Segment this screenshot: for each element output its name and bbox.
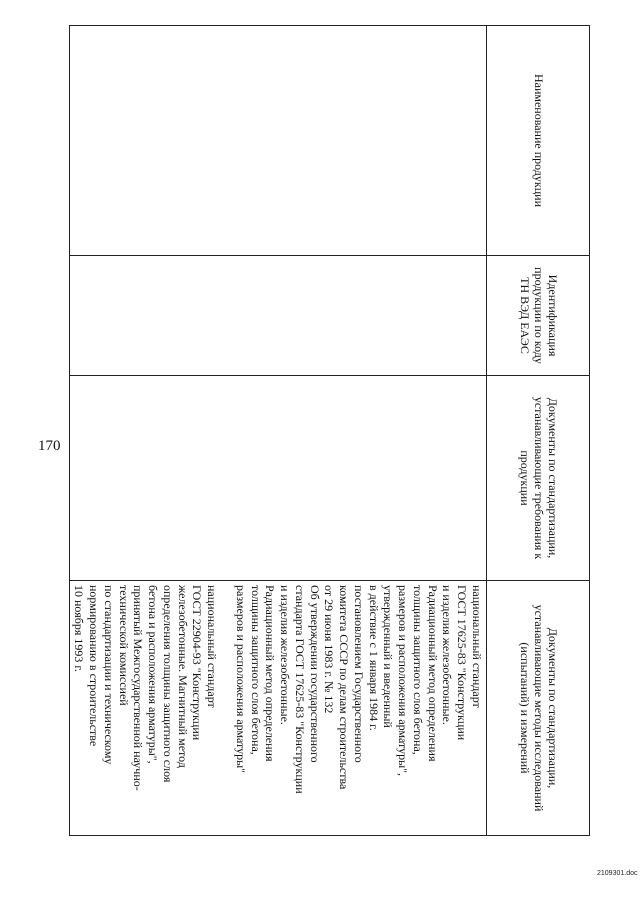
methods-doc-gost-22904-93: национальный стандарт ГОСТ 22904-93 "Конструкции железобетонные. Магнитный метод определения толщины защитного слоя бетона и расположения арматуры", принятый Межгосударственной научно- технической комиссией по стандартизации и техническому нормированию в строительстве 10 ноября 1993 г. bbox=[72, 585, 220, 791]
standards-table bbox=[69, 25, 590, 836]
table-header-row bbox=[487, 26, 590, 836]
cell-requirements-docs bbox=[69, 376, 486, 581]
header-tn-ved-code: Идентификация продукции по коду ТН ВЭД ЕАЭС bbox=[487, 256, 590, 376]
page-number: 170 bbox=[38, 438, 61, 454]
header-methods-docs: Документы по стандартизации, устанавливающие методы исследований (испытаний) и измерений bbox=[487, 581, 590, 836]
header-requirements-docs: Документы по стандартизации, устанавливающие требования к продукции bbox=[487, 376, 590, 581]
header-product-name: Наименование продукции bbox=[487, 26, 590, 256]
table-row bbox=[69, 26, 486, 836]
cell-product-name bbox=[69, 26, 486, 256]
cell-tn-ved-code bbox=[69, 256, 486, 376]
methods-doc-gost-17625-83: национальный стандарт ГОСТ 17625-83 "Конструкции и изделия железобетонные. Радиационный метод определения толщины защитного слоя бетона, размеров и расположения арматуры", утвержденный и введенный в действие с 1 января 1984 г. постановлением Государственного комитета СССР по делам строительства от 29 июня 1983 г. № 132 Об утверждении государственного стандарта ГОСТ 17625-83 "Конструкции и изделия железобетонные. Радиационный метод определения толщины защитного слоя бетона, размеров и расположения арматуры" bbox=[234, 585, 484, 794]
cell-methods-docs bbox=[69, 581, 486, 836]
file-name-footer: 2109301.doc bbox=[597, 870, 638, 877]
rotated-table-container bbox=[50, 25, 590, 885]
